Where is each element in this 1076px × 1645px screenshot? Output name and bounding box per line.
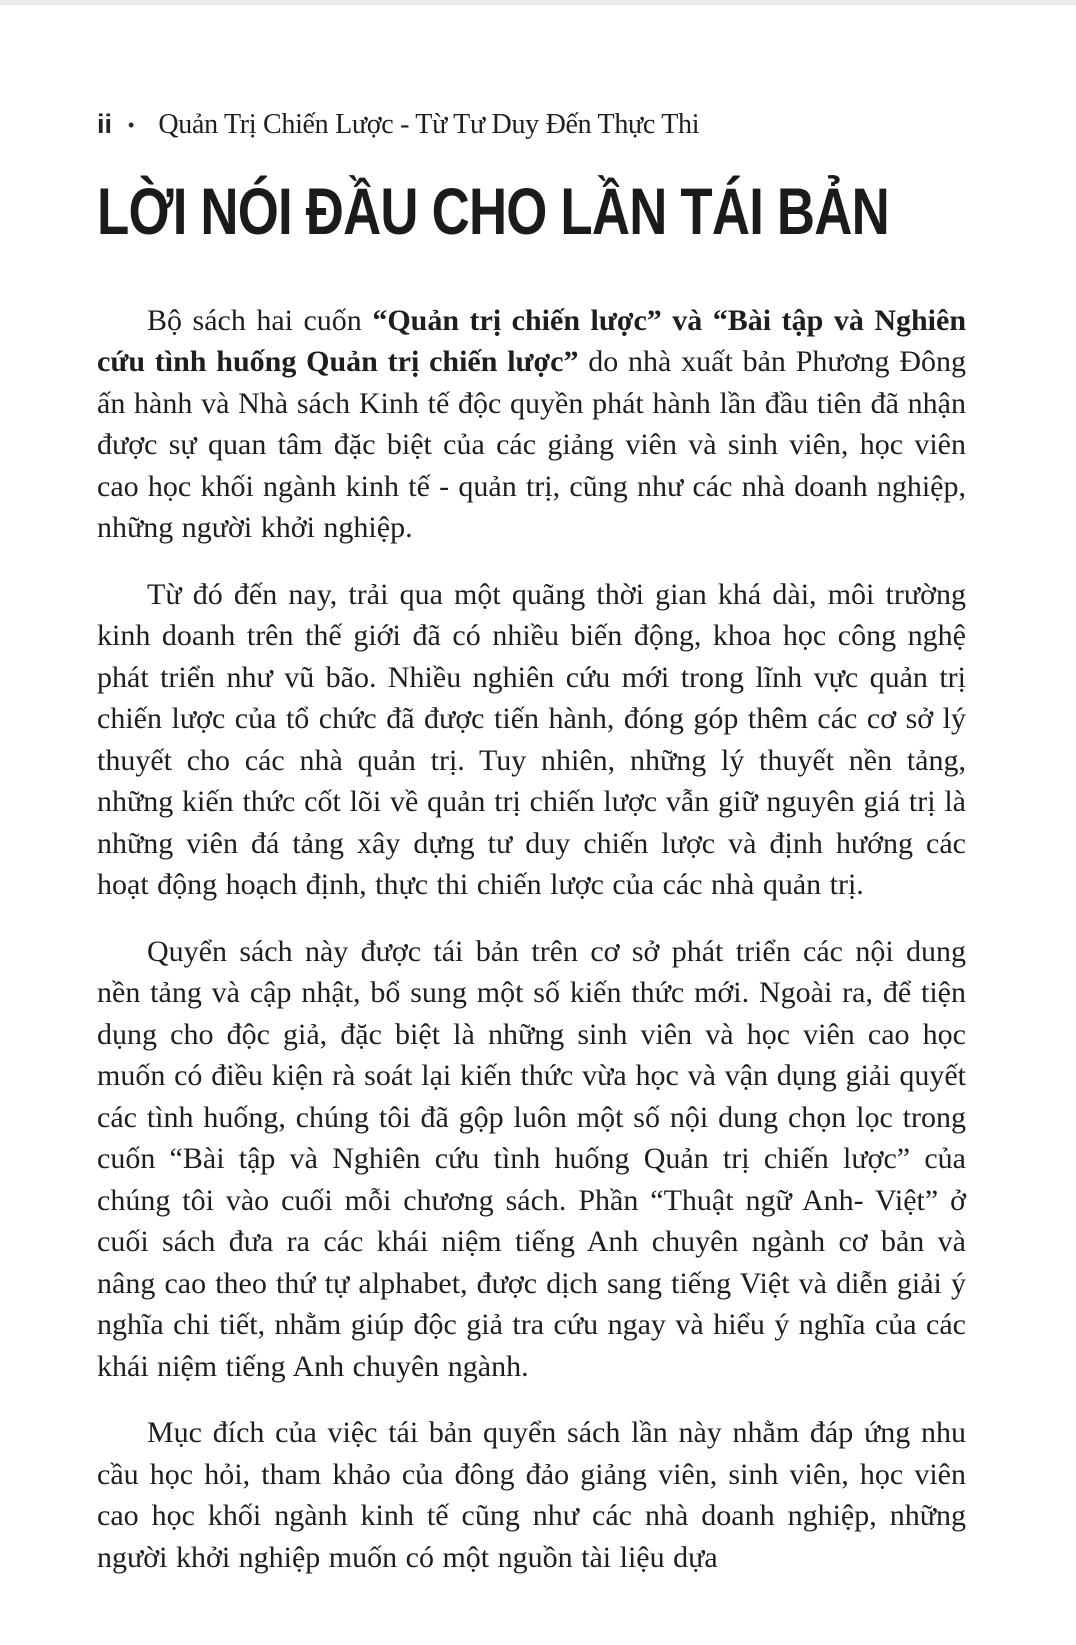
text-run: do nhà xuất bản Phương Đông ấn hành và Nhà sách Kinh tế độc quyền phát hành lần đầu tiên đã nhận được sự quan tâm đặc biệt của các giảng viên và sinh viên, học viên cao học khối ngành kinh tế - quản trị, cũng như các nhà doanh nghiệp, những người khởi nghiệp. bbox=[97, 345, 966, 545]
text-run: Quyển sách này được tái bản trên cơ sở phát triển các nội dung nền tảng và cập nhật, bổ sung một số kiến thức mới. Ngoài ra, để tiện dụng cho độc giả, đặc biệt là những sinh viên và học viên cao học muốn có điều kiện rà soát lại kiến thức vừa học và vận dụng giải quyết các tình huống, chúng tôi đã gộp luôn một số nội dung chọn lọc trong cuốn “Bài tập và Nghiên cứu tình huống Quản trị chiến lược” của chúng tôi vào cuối mỗi chương sách. Phần “Thuật ngữ Anh- Việt” ở cuối sách đưa ra các khái niệm tiếng Anh chuyên ngành cơ bản và nâng cao theo thứ tự alphabet, được dịch sang tiếng Việt và diễn giải ý nghĩa chi tiết, nhằm giúp độc giả tra cứu ngay và hiểu ý nghĩa của các khái niệm tiếng Anh chuyên ngành. bbox=[97, 934, 966, 1383]
running-header bbox=[97, 108, 966, 142]
text-run: Từ đó đến nay, trải qua một quãng thời gian khá dài, môi trường kinh doanh trên thế giới đã có nhiều biến động, khoa học công nghệ phát triển như vũ bão. Nhiều nghiên cứu mới trong lĩnh vực quản trị chiến lược của tổ chức đã được tiến hành, đóng góp thêm các cơ sở lý thuyết cho các nhà quản trị. Tuy nhiên, những lý thuyết nền tảng, những kiến thức cốt lõi về quản trị chiến lược vẫn giữ nguyên giá trị là những viên đá tảng xây dựng tư duy chiến lược và định hướng các hoạt động hoạch định, thực thi chiến lược của các nhà quản trị. bbox=[97, 577, 966, 902]
text-run: Bộ sách hai cuốn bbox=[147, 303, 373, 337]
chapter-title bbox=[97, 173, 966, 248]
running-title: Quản Trị Chiến Lược - Từ Tư Duy Đến Thực Thi bbox=[158, 109, 700, 140]
body-text bbox=[97, 300, 966, 1579]
paragraph-4 bbox=[97, 1412, 966, 1578]
text-run: Mục đích của việc tái bản quyển sách lần này nhằm đáp ứng nhu cầu học hỏi, tham khảo của đông đảo giảng viên, sinh viên, học viên cao học khối ngành kinh tế cũng như các nhà doanh nghiệp, những người khởi nghiệp muốn có một nguồn tài liệu dựa bbox=[97, 1416, 966, 1574]
paragraph-1 bbox=[97, 300, 966, 549]
chapter-title-text: LỜI NÓI ĐẦU CHO LẦN TÁI BẢN bbox=[97, 173, 889, 248]
bold-text-run: “Quản trị chiến lược” và “Bài tập và Nghiên cứu tình huống Quản trị chiến lược” bbox=[97, 303, 967, 379]
header-bullet-separator: • bbox=[128, 115, 135, 135]
page-top-edge bbox=[0, 0, 1076, 5]
paragraph-2 bbox=[97, 574, 966, 906]
page-number: ii bbox=[97, 109, 113, 139]
paragraph-3 bbox=[97, 931, 966, 1388]
